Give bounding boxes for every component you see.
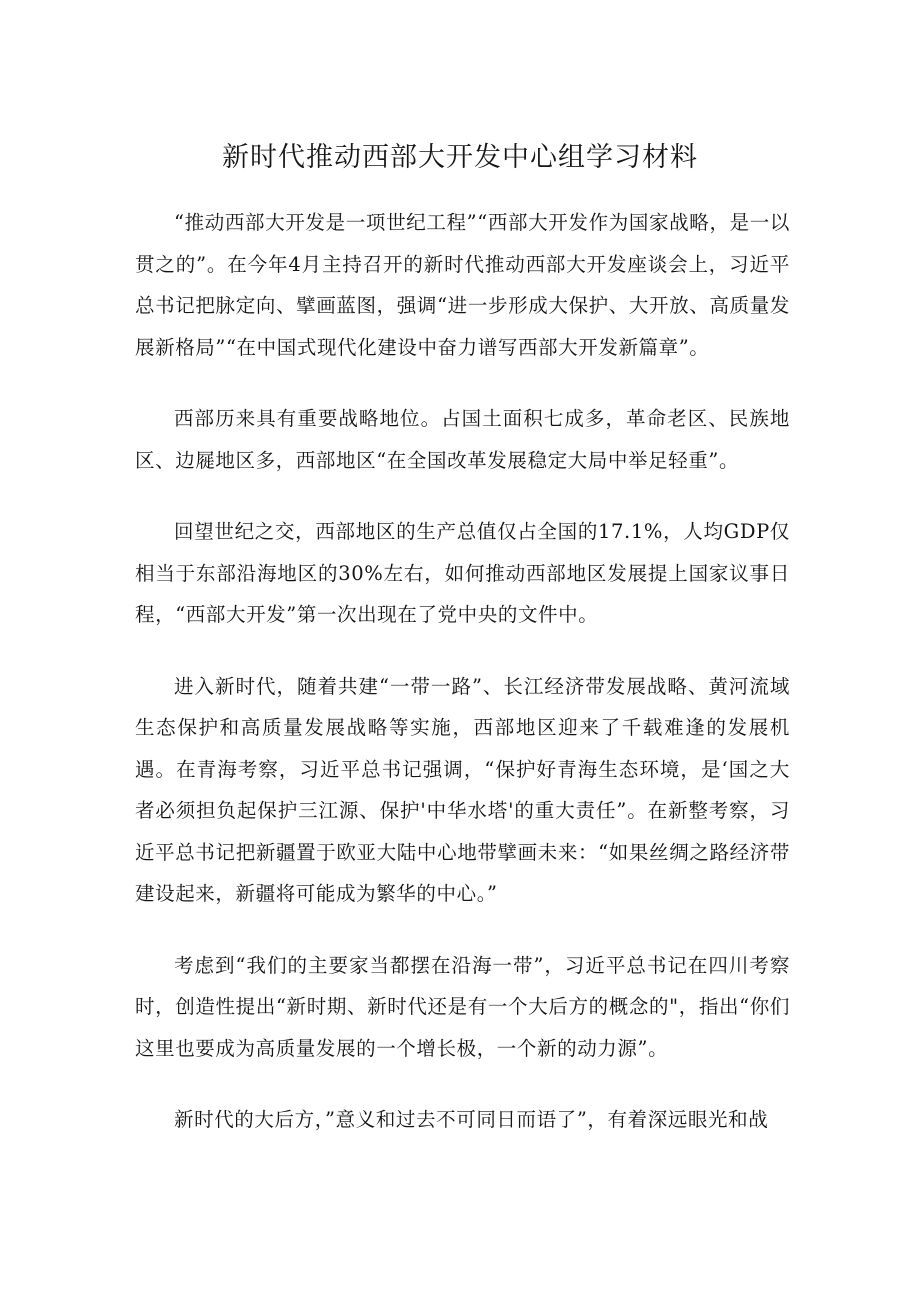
paragraph-1: “推动西部大开发是一项世纪工程”“西部大开发作为国家战略，是一以贯之的”。在今年4月主持召开的新时代推动西部大开发座谈会上，习近平总书记把脉定向、擘画蓝图，强调“进一步形成大保护、大开放、高质量发展新格局”“在中国式现代化建设中奋力谱写西部大开发新篇章”。 — [135, 211, 790, 359]
document-title: 新时代推动西部大开发中心组学习材料 — [222, 142, 698, 173]
paragraph-2: 西部历来具有重要战略地位。占国土面积七成多，革命老区、民族地区、边屣地区多，西部地区“在全国改革发展稳定大局中举足轻重”。 — [135, 407, 790, 472]
document-body — [135, 202, 790, 1171]
paragraph-3: 回望世纪之交，西部地区的生产总值仅占全国的17.1%，人均GDP仅相当于东部沿海地区的30%左右，如何推动西部地区发展提上国家议事日程，“西部大开发”第一次出现在了党中央的文件中。 — [135, 520, 790, 626]
paragraph-4: 进入新时代，随着共建“一带一路”、长江经济带发展战略、黄河流域生态保护和高质量发展战略等实施，西部地区迎来了千载难逢的发展机遇。在青海考察，习近平总书记强调，“保护好青海生态环境，是‘国之大者必须担负起保护三江源、保护'中华水塔'的重大责任”。在新整考察，习近平总书记把新疆置于欧亚大陆中心地带擘画未来：“如果丝绸之路经济带建设起来，新疆将可能成为繁华的中心。” — [135, 674, 790, 905]
paragraph-5: 考虑到“我们的主要家当都摆在沿海一带”，习近平总书记在四川考察时，创造性提出“新时期、新时代还是有一个大后方的概念的"，指出“你们这里也要成为高质量发展的一个增长极，一个新的动力源”。 — [135, 953, 790, 1060]
paragraph-6: 新时代的大后方，”意义和过去不可同日而语了”，有着深远眼光和战 — [174, 1108, 769, 1131]
